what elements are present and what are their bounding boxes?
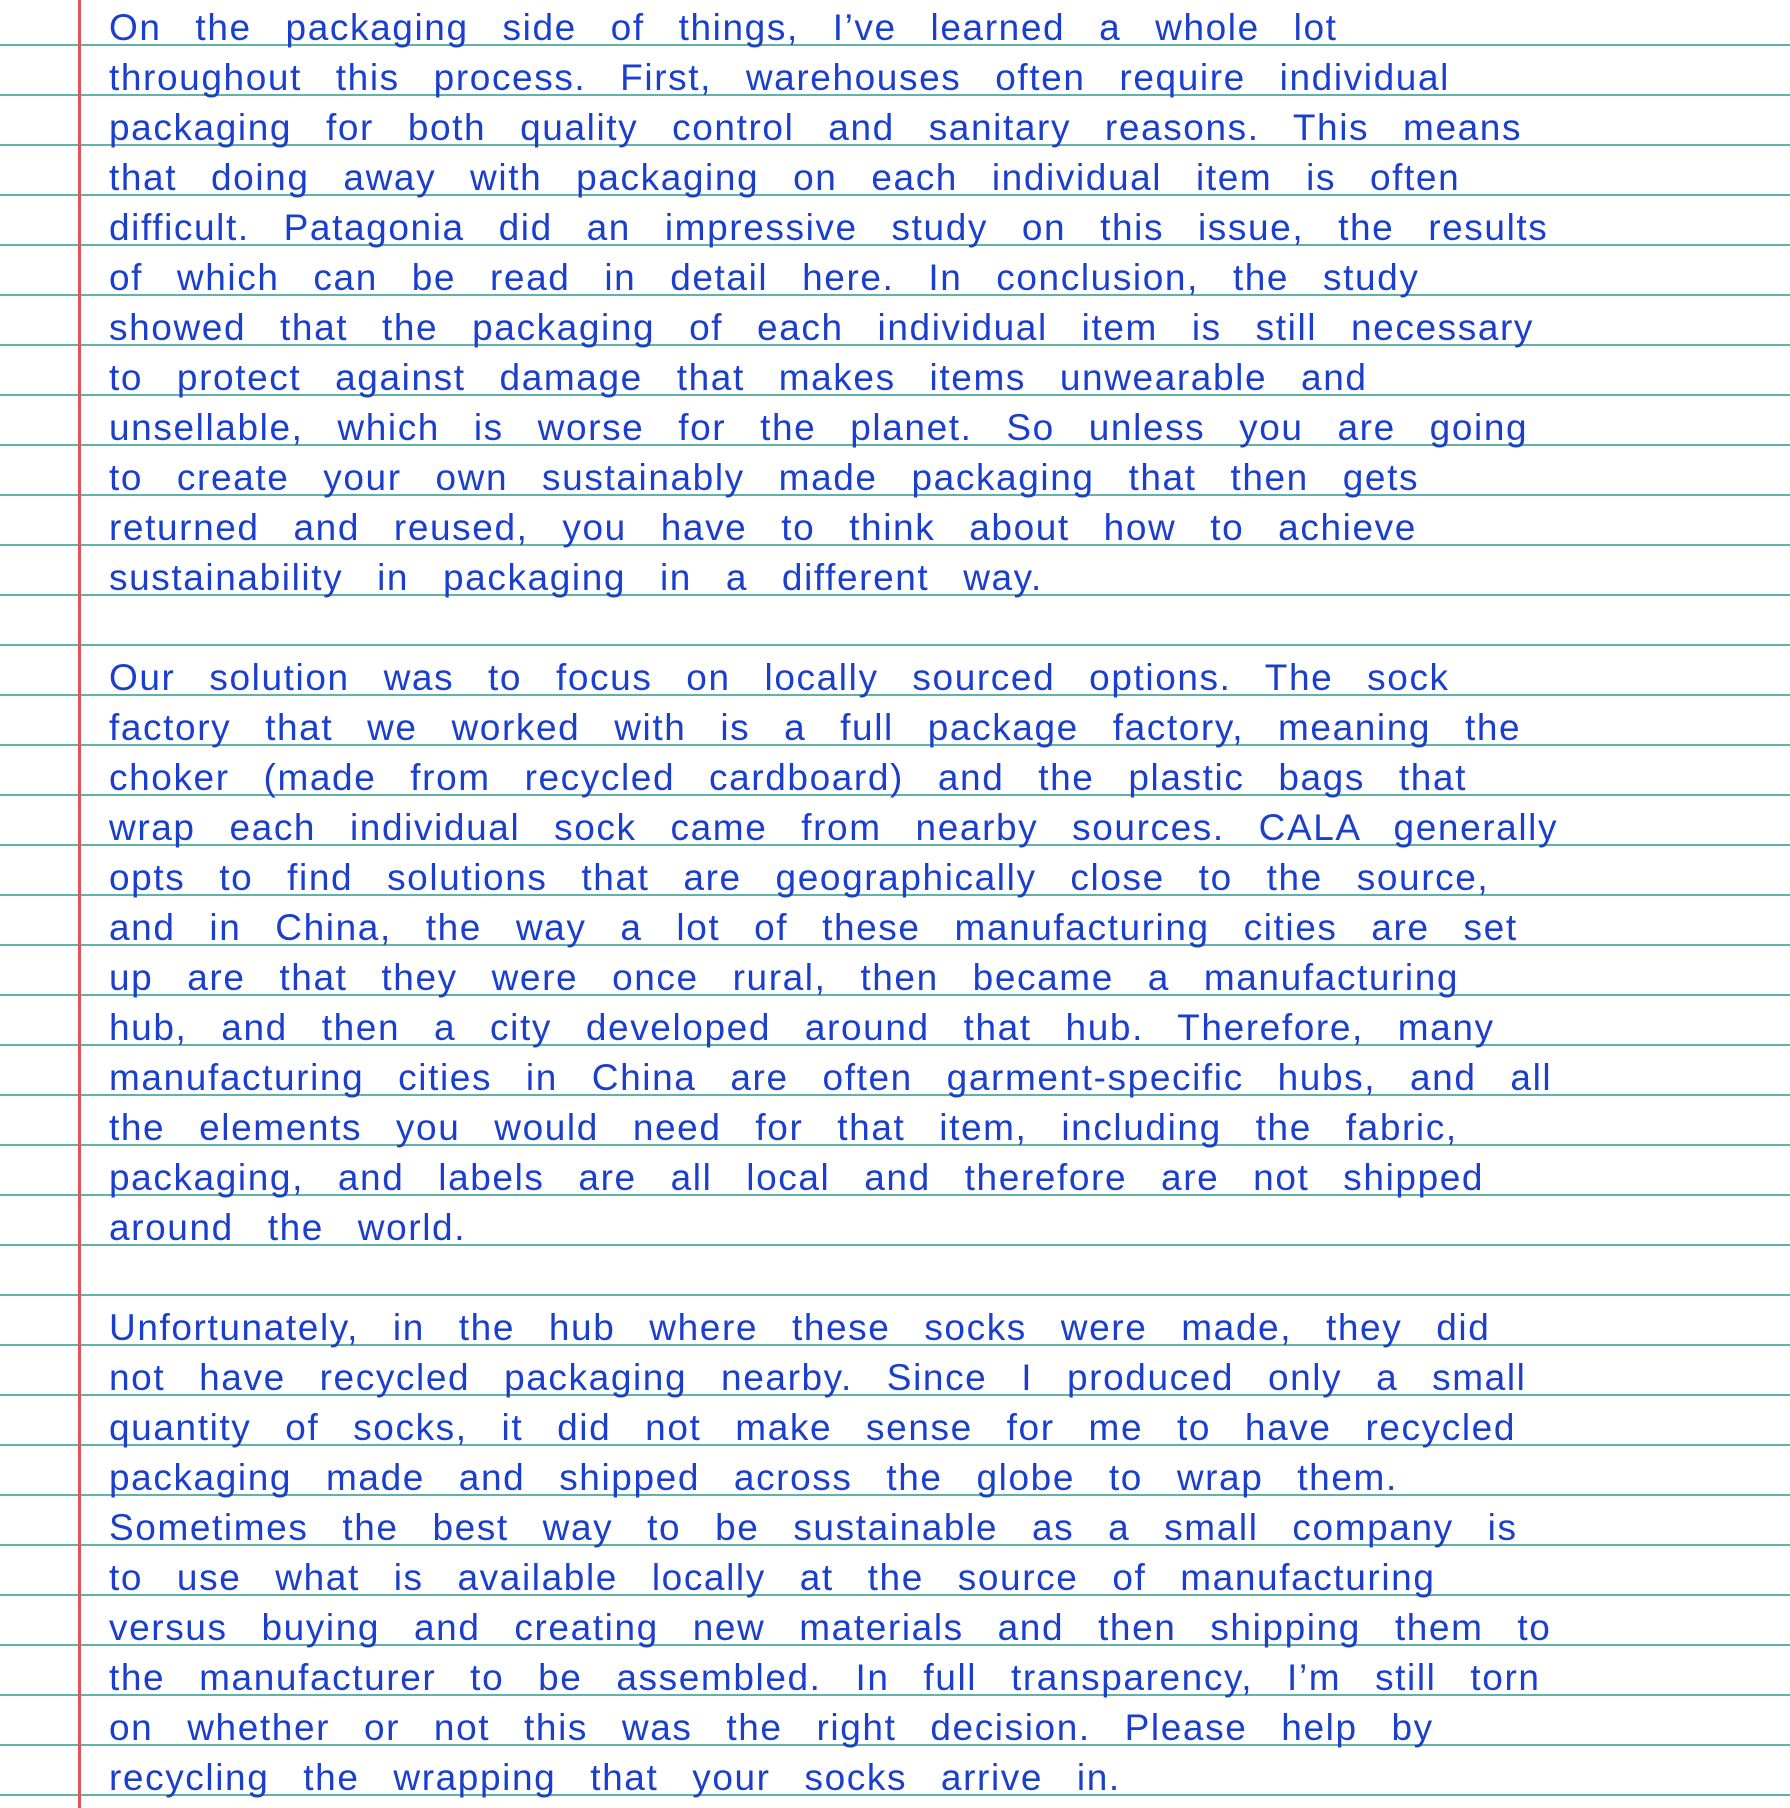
text-line: showed that the packaging of each individual item is still necessary — [109, 307, 1535, 348]
text-line: sustainability in packaging in a different way. — [109, 557, 1043, 598]
text-line: opts to find solutions that are geographically close to the source, — [109, 857, 1490, 898]
text-line: returned and reused, you have to think about how to achieve — [109, 507, 1417, 548]
text-line: the manufacturer to be assembled. In full transparency, I’m still torn — [109, 1657, 1541, 1698]
text-line: packaging made and shipped across the globe to wrap them. — [109, 1457, 1398, 1498]
text-line: Unfortunately, in the hub where these socks were made, they did — [109, 1307, 1491, 1348]
text-line: unsellable, which is worse for the planet. So unless you are going — [109, 407, 1529, 448]
text-line: of which can be read in detail here. In conclusion, the study — [109, 257, 1420, 298]
text-line: quantity of socks, it did not make sense for me to have recycled — [109, 1407, 1517, 1448]
text-line: that doing away with packaging on each individual item is often — [109, 157, 1461, 198]
paragraph-gap — [109, 603, 1749, 653]
text-line: to create your own sustainably made packaging that then gets — [109, 457, 1420, 498]
handwritten-text-body — [109, 3, 1749, 1803]
text-line: Our solution was to focus on locally sourced options. The sock — [109, 657, 1450, 698]
text-line: not have recycled packaging nearby. Since I produced only a small — [109, 1357, 1527, 1398]
paragraph-3 — [109, 1303, 1749, 1803]
text-line: Sometimes the best way to be sustainable as a small company is — [109, 1507, 1518, 1548]
text-line: difficult. Patagonia did an impressive study on this issue, the results — [109, 207, 1549, 248]
text-line: and in China, the way a lot of these manufacturing cities are set — [109, 907, 1518, 948]
text-line: manufacturing cities in China are often garment-specific hubs, and all — [109, 1057, 1553, 1098]
text-line: recycling the wrapping that your socks arrive in. — [109, 1757, 1121, 1798]
paragraph-1 — [109, 3, 1749, 603]
text-line: wrap each individual sock came from nearby sources. CALA generally — [109, 807, 1559, 848]
text-line: to use what is available locally at the source of manufacturing — [109, 1557, 1436, 1598]
text-line: choker (made from recycled cardboard) and the plastic bags that — [109, 757, 1467, 798]
paragraph-2 — [109, 653, 1749, 1253]
text-line: hub, and then a city developed around that hub. Therefore, many — [109, 1007, 1495, 1048]
text-line: to protect against damage that makes items unwearable and — [109, 357, 1368, 398]
paragraph-gap — [109, 1253, 1749, 1303]
margin-line — [78, 0, 81, 1808]
text-line: versus buying and creating new materials and then shipping them to — [109, 1607, 1552, 1648]
text-line: throughout this process. First, warehouses often require individual — [109, 57, 1450, 98]
text-line: packaging for both quality control and sanitary reasons. This means — [109, 107, 1523, 148]
text-line: up are that they were once rural, then became a manufacturing — [109, 957, 1460, 998]
text-line: the elements you would need for that item, including the fabric, — [109, 1107, 1458, 1148]
text-line: factory that we worked with is a full package factory, meaning the — [109, 707, 1522, 748]
text-line: on whether or not this was the right decision. Please help by — [109, 1707, 1434, 1748]
text-line: around the world. — [109, 1207, 467, 1248]
text-line: On the packaging side of things, I’ve learned a whole lot — [109, 7, 1338, 48]
text-line: packaging, and labels are all local and therefore are not shipped — [109, 1157, 1485, 1198]
